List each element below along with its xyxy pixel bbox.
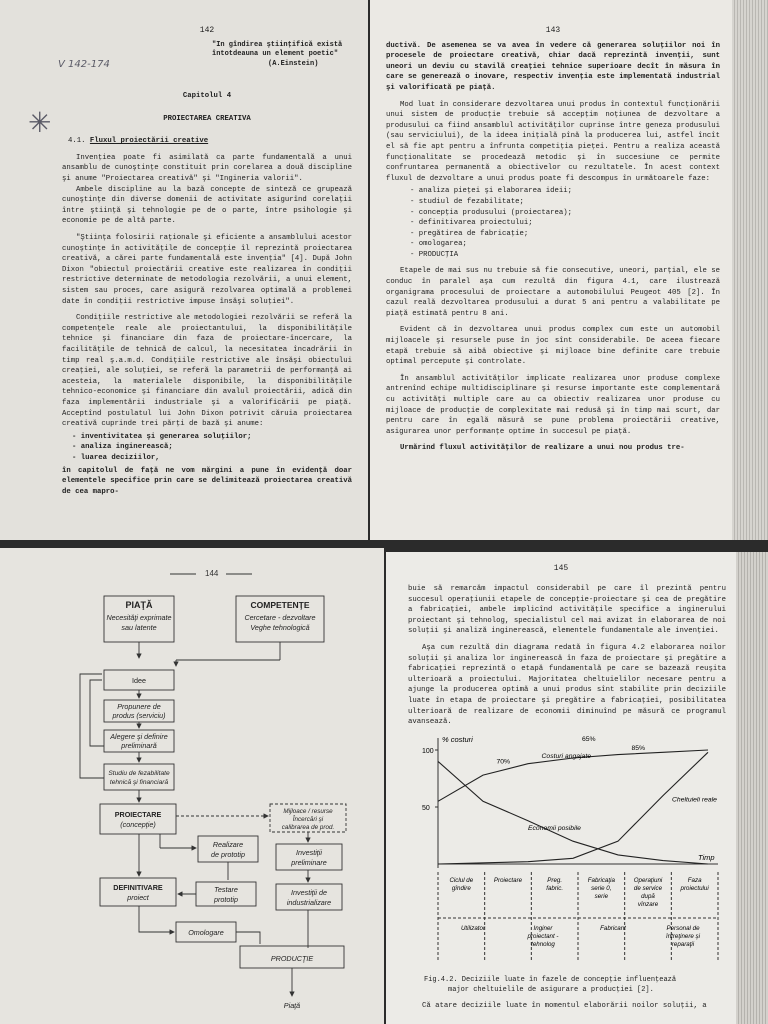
paragraph: Invenţiea poate fi asimilată ca parte fundamentală a unui ansamblu de cunoştinţe constituit prin corelarea a două discipline şi anume "Proiectarea creativă" şi "Ingineria valorii". [62, 153, 352, 184]
paragraph: în capitolul de faţă ne vom mărgini a pune în evidenţă doar elementele specifice prin care se delimitează proiectarea creativă de cea mapro- [62, 466, 352, 496]
page-number: 143 [545, 26, 561, 35]
list-item: - analiza inginerească; [72, 442, 352, 453]
pencil-note: V 142-174 [58, 59, 110, 70]
phase-label: după [641, 892, 655, 900]
paragraph: Ambele discipline au la bază concepte de sinteză ce grupează cunoştinţe din diverse domenii de activitate asigurînd corelaţii între ştiinţă şi tehnologie pe de o parte, între psihologie şi economie pe de altă parte. [62, 185, 352, 226]
book-page-edges [732, 0, 768, 540]
svg-text:Piaţă: Piaţă [283, 1001, 301, 1010]
series-line-2 [438, 761, 708, 864]
svg-text:tehnică şi financiară: tehnică şi financiară [109, 779, 169, 786]
paragraph: Că atare deciziile luate în momentul elaborării noilor soluţii, a [422, 1002, 707, 1011]
svg-text:sau latente: sau latente [121, 623, 157, 632]
paragraph: Mod luat în considerare dezvoltarea unui produs în contextul funcţionării unui sistem de producţie trebuie să accepţim noţiunea de dezvoltare a produsului ca fiind ansamblul activităţilor cuprinse între geneza produsului (sau serviciului), de la ideea iniţială pînă la producerea lui, astfel încît el să fie apt pentru a înfrunta competiţia pieţei. Pentru a realiza această funcţionalitate se procedează metodic şi în succesiune ce permite confruntarea permanentă a obiectivelor cu rezultatele. În acest context fluxul de dezvoltare a unui produs poate fi descompus în următoarele faze: [386, 100, 720, 183]
svg-text:Investiţii: Investiţii [296, 848, 322, 857]
annotation-label: 85% [631, 744, 646, 752]
svg-text:Necesităţi exprimate: Necesităţi exprimate [106, 613, 172, 622]
series-label: Costuri angajate [541, 752, 591, 760]
actor-label: Inginer [533, 924, 553, 932]
paragraph: Condiţiile restrictive ale metodologiei rezolvării se referă la competenţele reale ale proiectantului, la disponibilităţile tehnice şi financiare din faza de proiectare-încercare, la facilităţile de tehnică de calcul, la necesitatea încadrării în timp real ş.a.m.d. Condiţiile restrictive ale însăşi obiectului creaţiei, ale soluţiei, se referă la parametrii de performanţă ai acesteia, la materialele disponibile, la disponibilităţile tehnico-economice şi financiare din avalul proiectării, adică din faza implementării industriale şi a valorificării pe piaţă. Acceptînd postulatul lui John Dixon potrivit căruia proiectarea creativă cuprinde trei părţi de bază şi anume: [62, 314, 352, 429]
bullet-list [72, 432, 352, 464]
list-item: - inventivitatea şi generarea soluţiilor; [72, 432, 352, 443]
svg-text:Cercetare - dezvoltare: Cercetare - dezvoltare [244, 613, 316, 622]
svg-text:Realizare: Realizare [212, 840, 244, 849]
svg-text:Testare: Testare [214, 885, 238, 894]
list-item: - pregătirea de fabricaţie; [410, 229, 720, 240]
annotation-label: 70% [496, 758, 511, 766]
box-proiectare [100, 804, 176, 834]
label-idee: Idee [132, 676, 146, 685]
svg-text:Veghe tehnologică: Veghe tehnologică [250, 623, 310, 632]
phase-label: Operaţiuni [633, 876, 663, 884]
page-145 [386, 552, 736, 1024]
phase-label: gîndire [451, 884, 471, 892]
actor-label: întreţinere şi [665, 932, 701, 940]
actor-label: Fabricant [600, 924, 626, 932]
list-item: - analiza pieţei şi elaborarea ideii; [410, 186, 720, 197]
page-number: 142 [199, 26, 215, 35]
svg-text:Investiţii de: Investiţii de [291, 888, 327, 897]
actor-label: proiectant - [527, 932, 559, 940]
svg-text:produs (serviciu): produs (serviciu) [112, 711, 166, 720]
svg-text:de prototip: de prototip [211, 850, 245, 859]
phase-label: Preg. [547, 876, 563, 884]
actor-label: Personal de [666, 924, 700, 932]
svg-text:calibrarea de prod.: calibrarea de prod. [281, 824, 335, 831]
svg-text:proiect: proiect [127, 893, 149, 902]
paragraph: În ansamblul activităţilor implicate realizarea unor produse complexe antrenînd echipe multidisciplinare şi resurse importante este complementară cu activităţi multiple care au ca obiectiv realizarea unor produse cu mijloace de producţie de complexitate mai redusă şi în timp mai scurt, dar pentru care în egală măsură se pune problema proiectării creative, asigurarea unor performanţe optime în succesul pe piaţă. [386, 374, 720, 436]
phase-label: Fabricaţia [587, 876, 615, 884]
y-tick-label: 100 [422, 747, 434, 755]
phase-label: Proiectare [493, 876, 523, 884]
epigraph: "In gîndirea ştiinţifică există întotdeauna un element poetic" (A.Einstein) [212, 40, 343, 68]
actor-label: reparaţii [671, 940, 695, 948]
figure-caption: Fig.4.2. Deciziile luate în fazele de concepţie influenţează major cheltuielile de asigurare a producţiei [2]. [424, 976, 677, 994]
page-number: 144 [205, 569, 219, 578]
box-studiu [104, 764, 174, 790]
paragraph: Aşa cum rezultă din diagrama redată în figura 4.2 elaborarea noilor soluţii şi analiza lor inginerească în faza de proiectare şi pregătire a fabricaţiei reprezintă o etapă fundamentală pe care se bazează reuşita ulterioară a proiectului. Majoritatea cheltuielilor necesare pentru a ajunge la producerea optimă a unui produs sînt stabilite prin deciziile luate în etapa de proiectare şi pregătire a fabricaţiei, posibilitatea ulterioară de realizare de economii diminuînd pe măsură ce programul avansează. [408, 643, 726, 727]
svg-text:PRODUCŢIE: PRODUCŢIE [270, 954, 314, 963]
phase-list [410, 186, 720, 260]
page-143 [370, 0, 732, 540]
paragraph: Urmărind fluxul activităţilor de realizare a unui nou produs tre- [400, 444, 685, 453]
paragraph: "Ştiinţa folosirii raţionale şi eficiente a ansamblului acestor cunoştinţe în activităţile de concepţie îl reprezintă proiectarea creativă, a cărei parte fundamentală este invenţia" [4]. După John Dixon "obiectul proiectării creative este realizarea în condiţii restrictive determinate de metodologia rezolvării, a unui element, sistem sau proces, care asigură rezolvarea optimală a problemei date în condiţii restrictive impuse însăşi soluţiei". [62, 234, 352, 306]
svg-text:Omologare: Omologare [188, 928, 224, 937]
actor-label: Utilizator [460, 924, 486, 932]
svg-text:Propunere de: Propunere de [117, 702, 161, 711]
phase-label: Faza [687, 876, 702, 884]
svg-text:Mijloace / resurse: Mijloace / resurse [283, 808, 333, 815]
svg-text:preliminară: preliminară [121, 741, 157, 750]
list-item: - definitivarea proiectului; [410, 218, 720, 229]
svg-text:(concepţie): (concepţie) [120, 820, 156, 829]
annotation-label: 65% [582, 735, 596, 743]
list-item: - luarea deciziilor, [72, 453, 352, 464]
flowchart-diagram [0, 548, 384, 1024]
phase-label: proiectului [680, 884, 709, 892]
phase-label: serie 0, [591, 884, 612, 892]
series-label: Economii posibile [528, 824, 581, 832]
list-item: - studiul de fezabilitate; [410, 197, 720, 208]
chapter-heading: Capitolul 4 [182, 92, 232, 101]
phase-label: serie [594, 892, 609, 900]
svg-text:industrializare: industrializare [286, 898, 332, 907]
series-label: Cheltuieli reale [672, 796, 717, 804]
paragraph: Evident că în dezvoltarea unui produs complex cum este un automobil mijloacele şi resursele puse în joc sînt considerabile. De aceea fiecare etapă trebuie să aibă obiective şi mijloace bine definite care trebuie optimal percepute şi controlate. [386, 326, 720, 367]
page-number: 145 [553, 564, 569, 573]
paragraph: ductivă. De asemenea se va avea în vedere că generarea soluţiilor noi în procesele de proiectare creativă, chiar dacă reprezintă invenţii, sunt uneori un deviu cu stavilă creaţiei tehnice superioare decît în măsura în care se generează o inovare, respectiv invenţia este implementată industrial şi valorificată pe piaţă. [386, 41, 720, 92]
series-line-1 [438, 752, 708, 864]
cost-chart [408, 732, 726, 975]
svg-text:Încercări şi: Încercări şi [292, 816, 324, 823]
svg-text:PROIECTARE: PROIECTARE [114, 810, 162, 819]
section-heading: 4.1. Fluxul proiectării creative [68, 137, 209, 146]
phase-label: de service [633, 884, 663, 892]
page-142 [0, 0, 368, 540]
chapter-title: PROIECTAREA CREATIVA [163, 114, 251, 123]
svg-text:Alegere şi definire: Alegere şi definire [110, 732, 168, 741]
page-144 [0, 548, 384, 1024]
chart-svg [408, 732, 726, 970]
x-axis-label: Timp [698, 852, 715, 862]
book-page-edges [736, 552, 768, 1024]
label-piata: PIAŢĂ [125, 600, 153, 610]
list-item: - PRODUCŢIA [410, 250, 720, 261]
list-item: - omologarea; [410, 239, 720, 250]
phase-label: fabric. [546, 884, 564, 892]
paragraph: Etapele de mai sus nu trebuie să fie consecutive, uneori, parţial, ele se conduc în paralel aşa cum rezultă din figura 4.1, care ilustrează organigrama procesului de proiectare a automobilului Peugeot 405 [2]. În cazul reală dezvoltarea produsului a durat 5 ani pentru a valabilitate pe piaţă estimată pentru 8 ani. [386, 267, 720, 318]
phase-label: Ciclul de [449, 876, 474, 884]
svg-text:Studiu de fezabilitate: Studiu de fezabilitate [108, 770, 170, 777]
y-tick-label: 50 [422, 804, 430, 812]
paragraph: buie să remarcăm impactul considerabil pe care îl prezintă pentru succesul operaţiunii etapele de concepţie-proiectare şi cea de pregătire a fabricaţiei, ambele implicînd activităţile specifice a inginerului proiectant şi tehnolog, specialistul cel mai avizat în elaborarea de noi soluţii şi analiză inginerească, elementele fundamentale ale invenţiei. [408, 585, 726, 636]
label-competente: COMPETENŢE [250, 600, 310, 610]
svg-text:DEFINITIVARE: DEFINITIVARE [113, 883, 163, 892]
phase-label: vînzare [637, 900, 659, 908]
svg-text:preliminare: preliminare [291, 858, 327, 867]
pencil-star-mark: ✳ [28, 106, 52, 139]
list-item: - concepţia produsului (proiectarea); [410, 208, 720, 219]
actor-label: tehnolog [531, 940, 555, 948]
y-axis-label: % costuri [442, 734, 473, 744]
svg-text:prototip: prototip [214, 895, 238, 904]
